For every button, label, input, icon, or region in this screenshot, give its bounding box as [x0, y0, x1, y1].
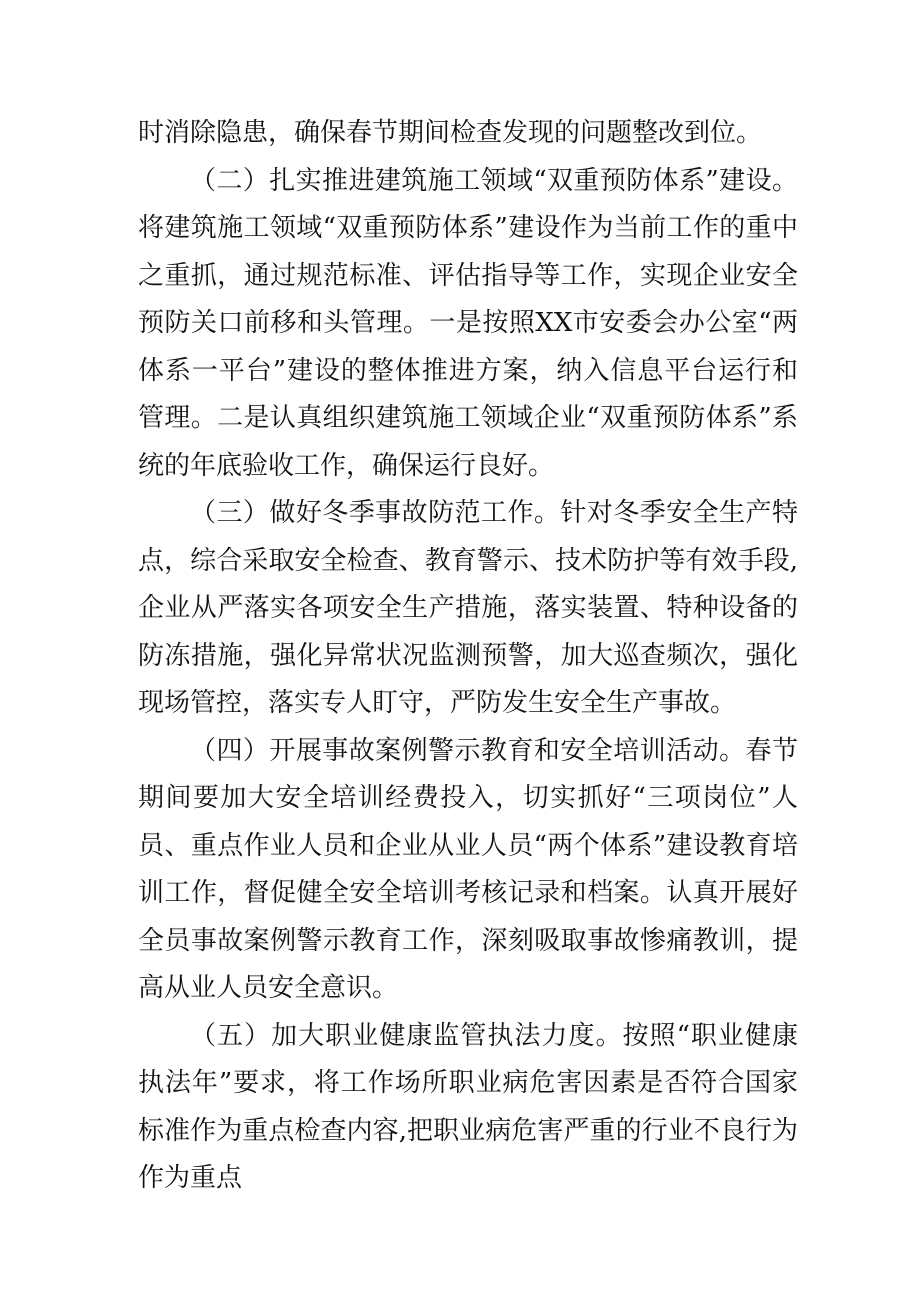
paragraph-continuation: 时消除隐患，确保春节期间检查发现的问题整改到位。: [138, 118, 763, 148]
paragraph-section-4: （四）开展事故案例警示教育和安全培训活动。春节期间要加大安全培训经费投入，切实抓好“三项岗位”人员、重点作业人员和企业从业人员“两个体系”建设教育培训工作，督促健全安全培训考核记录和档案。认真开展好全员事故案例警示教育工作，深刻吸取事故惨痛教训，提高从业人员安全意识。: [138, 735, 798, 1003]
paragraph-section-5: （五）加大职业健康监管执法力度。按照“职业健康执法年”要求，将工作场所职业病危害因素是否符合国家标准作为重点检查内容,把职业病危害严重的行业不良行为作为重点: [138, 1020, 798, 1193]
paragraph-section-2: （二）扎实推进建筑施工领域“双重预防体系”建设。将建筑施工领域“双重预防体系”建设作为当前工作的重中之重抓，通过规范标准、评估指导等工作，实现企业安全预防关口前移和头管理。一是按照XX市安委会办公室“两体系一平台”建设的整体推进方案，纳入信息平台运行和管理。二是认真组织建筑施工领域企业“双重预防体系”系统的年底验收工作，确保运行良好。: [138, 165, 798, 481]
paragraph-section-3: （三）做好冬季事故防范工作。针对冬季安全生产特点，综合采取安全检查、教育警示、技术防护等有效手段,企业从严落实各项安全生产措施，落实装置、特种设备的防冻措施，强化异常状况监测预警，加大巡查频次，强化现场管控，落实专人盯守，严防发生安全生产事故。: [138, 498, 798, 718]
document-body: [138, 110, 798, 1203]
